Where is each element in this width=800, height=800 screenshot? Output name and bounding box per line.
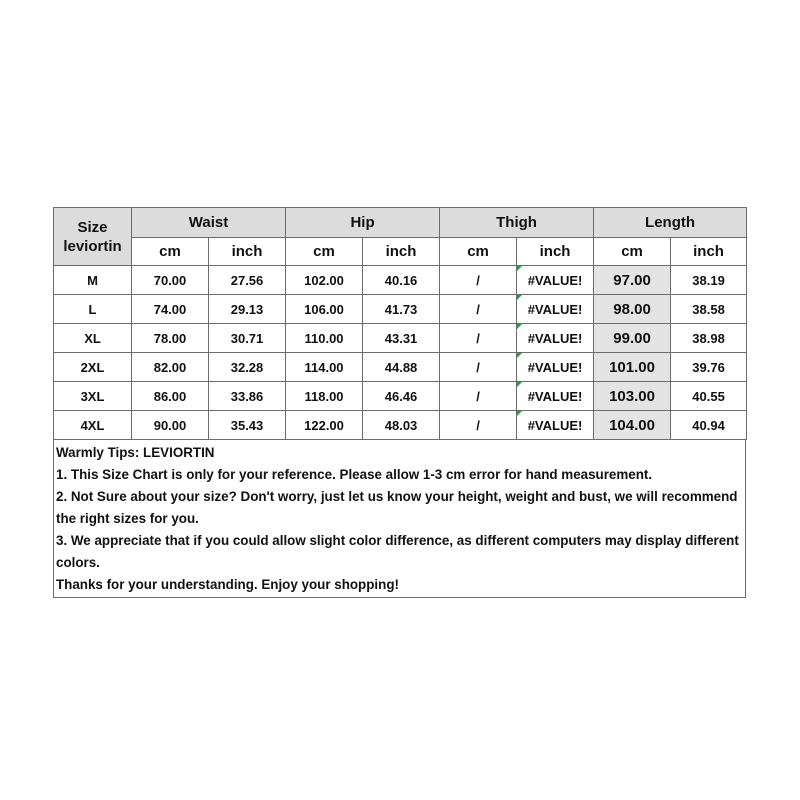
hip-cm-cell: 122.00 bbox=[286, 411, 363, 440]
hip-inch-cell: 44.88 bbox=[363, 353, 440, 382]
error-indicator-icon bbox=[517, 382, 522, 387]
waist-inch-cell: 29.13 bbox=[209, 295, 286, 324]
hip-inch-cell: 40.16 bbox=[363, 266, 440, 295]
size-cell: 2XL bbox=[54, 353, 132, 382]
thigh-cm-cell: / bbox=[440, 353, 517, 382]
tip-line-2: 2. Not Sure about your size? Don't worry, just let us know your height, weight and bust, we will recommend the right sizes for you. bbox=[56, 489, 738, 526]
waist-inch-cell: 33.86 bbox=[209, 382, 286, 411]
hip-cm-cell: 118.00 bbox=[286, 382, 363, 411]
waist-cm-cell: 78.00 bbox=[132, 324, 209, 353]
hip-cm-cell: 102.00 bbox=[286, 266, 363, 295]
size-cell: 4XL bbox=[54, 411, 132, 440]
tips-box bbox=[53, 440, 746, 598]
thigh-inch-cell bbox=[517, 324, 594, 353]
length-inch-cell: 40.55 bbox=[671, 382, 747, 411]
unit-waist-cm: cm bbox=[132, 238, 209, 266]
size-cell: M bbox=[54, 266, 132, 295]
length-inch-cell: 38.58 bbox=[671, 295, 747, 324]
error-value: #VALUE! bbox=[527, 388, 583, 404]
table-row bbox=[54, 382, 747, 411]
thigh-inch-cell bbox=[517, 266, 594, 295]
error-value: #VALUE! bbox=[527, 417, 583, 433]
size-cell: 3XL bbox=[54, 382, 132, 411]
thigh-cm-cell: / bbox=[440, 411, 517, 440]
hip-cm-cell: 114.00 bbox=[286, 353, 363, 382]
error-indicator-icon bbox=[517, 266, 522, 271]
table-row bbox=[54, 353, 747, 382]
waist-cm-cell: 70.00 bbox=[132, 266, 209, 295]
thigh-cm-cell: / bbox=[440, 382, 517, 411]
length-cm-cell: 98.00 bbox=[594, 295, 671, 324]
waist-inch-cell: 35.43 bbox=[209, 411, 286, 440]
unit-thigh-inch: inch bbox=[517, 238, 594, 266]
hip-inch-cell: 48.03 bbox=[363, 411, 440, 440]
length-inch-cell: 40.94 bbox=[671, 411, 747, 440]
size-cell: XL bbox=[54, 324, 132, 353]
error-value: #VALUE! bbox=[527, 359, 583, 375]
error-value: #VALUE! bbox=[527, 301, 583, 317]
header-group-row bbox=[54, 208, 747, 238]
hip-inch-cell: 41.73 bbox=[363, 295, 440, 324]
waist-cm-cell: 86.00 bbox=[132, 382, 209, 411]
length-inch-cell: 38.98 bbox=[671, 324, 747, 353]
error-indicator-icon bbox=[517, 295, 522, 300]
hip-cm-cell: 106.00 bbox=[286, 295, 363, 324]
thigh-inch-cell bbox=[517, 382, 594, 411]
waist-header: Waist bbox=[132, 208, 286, 238]
hip-cm-cell: 110.00 bbox=[286, 324, 363, 353]
tip-line-1: 1. This Size Chart is only for your reference. Please allow 1-3 cm error for hand measurement. bbox=[56, 467, 653, 482]
waist-cm-cell: 90.00 bbox=[132, 411, 209, 440]
length-cm-cell: 104.00 bbox=[594, 411, 671, 440]
tip-line-3: 3. We appreciate that if you could allow slight color difference, as different computers may display different colors. bbox=[56, 533, 739, 570]
table-row bbox=[54, 266, 747, 295]
unit-thigh-cm: cm bbox=[440, 238, 517, 266]
waist-inch-cell: 30.71 bbox=[209, 324, 286, 353]
size-header bbox=[54, 208, 132, 266]
unit-length-inch: inch bbox=[671, 238, 747, 266]
thigh-inch-cell bbox=[517, 411, 594, 440]
length-header: Length bbox=[594, 208, 747, 238]
error-indicator-icon bbox=[517, 411, 522, 416]
size-table bbox=[53, 207, 747, 440]
error-value: #VALUE! bbox=[527, 330, 583, 346]
thigh-header: Thigh bbox=[440, 208, 594, 238]
length-cm-cell: 103.00 bbox=[594, 382, 671, 411]
error-value: #VALUE! bbox=[527, 272, 583, 288]
length-inch-cell: 39.76 bbox=[671, 353, 747, 382]
hip-inch-cell: 46.46 bbox=[363, 382, 440, 411]
tips-closing: Thanks for your understanding. Enjoy your shopping! bbox=[56, 577, 399, 592]
size-label: Size bbox=[77, 218, 108, 236]
hip-inch-cell: 43.31 bbox=[363, 324, 440, 353]
tips-title: Warmly Tips: LEVIORTIN bbox=[56, 445, 215, 460]
size-chart bbox=[53, 207, 746, 598]
thigh-inch-cell bbox=[517, 295, 594, 324]
hip-header: Hip bbox=[286, 208, 440, 238]
thigh-cm-cell: / bbox=[440, 324, 517, 353]
waist-cm-cell: 82.00 bbox=[132, 353, 209, 382]
table-row bbox=[54, 324, 747, 353]
unit-waist-inch: inch bbox=[209, 238, 286, 266]
unit-length-cm: cm bbox=[594, 238, 671, 266]
error-indicator-icon bbox=[517, 353, 522, 358]
length-cm-cell: 97.00 bbox=[594, 266, 671, 295]
table-row bbox=[54, 295, 747, 324]
thigh-cm-cell: / bbox=[440, 266, 517, 295]
unit-hip-inch: inch bbox=[363, 238, 440, 266]
thigh-cm-cell: / bbox=[440, 295, 517, 324]
waist-inch-cell: 27.56 bbox=[209, 266, 286, 295]
header-unit-row bbox=[54, 238, 747, 266]
length-inch-cell: 38.19 bbox=[671, 266, 747, 295]
error-indicator-icon bbox=[517, 324, 522, 329]
thigh-inch-cell bbox=[517, 353, 594, 382]
waist-cm-cell: 74.00 bbox=[132, 295, 209, 324]
size-cell: L bbox=[54, 295, 132, 324]
waist-inch-cell: 32.28 bbox=[209, 353, 286, 382]
table-row bbox=[54, 411, 747, 440]
unit-hip-cm: cm bbox=[286, 238, 363, 266]
length-cm-cell: 99.00 bbox=[594, 324, 671, 353]
brand-label: leviortin bbox=[63, 237, 122, 255]
length-cm-cell: 101.00 bbox=[594, 353, 671, 382]
